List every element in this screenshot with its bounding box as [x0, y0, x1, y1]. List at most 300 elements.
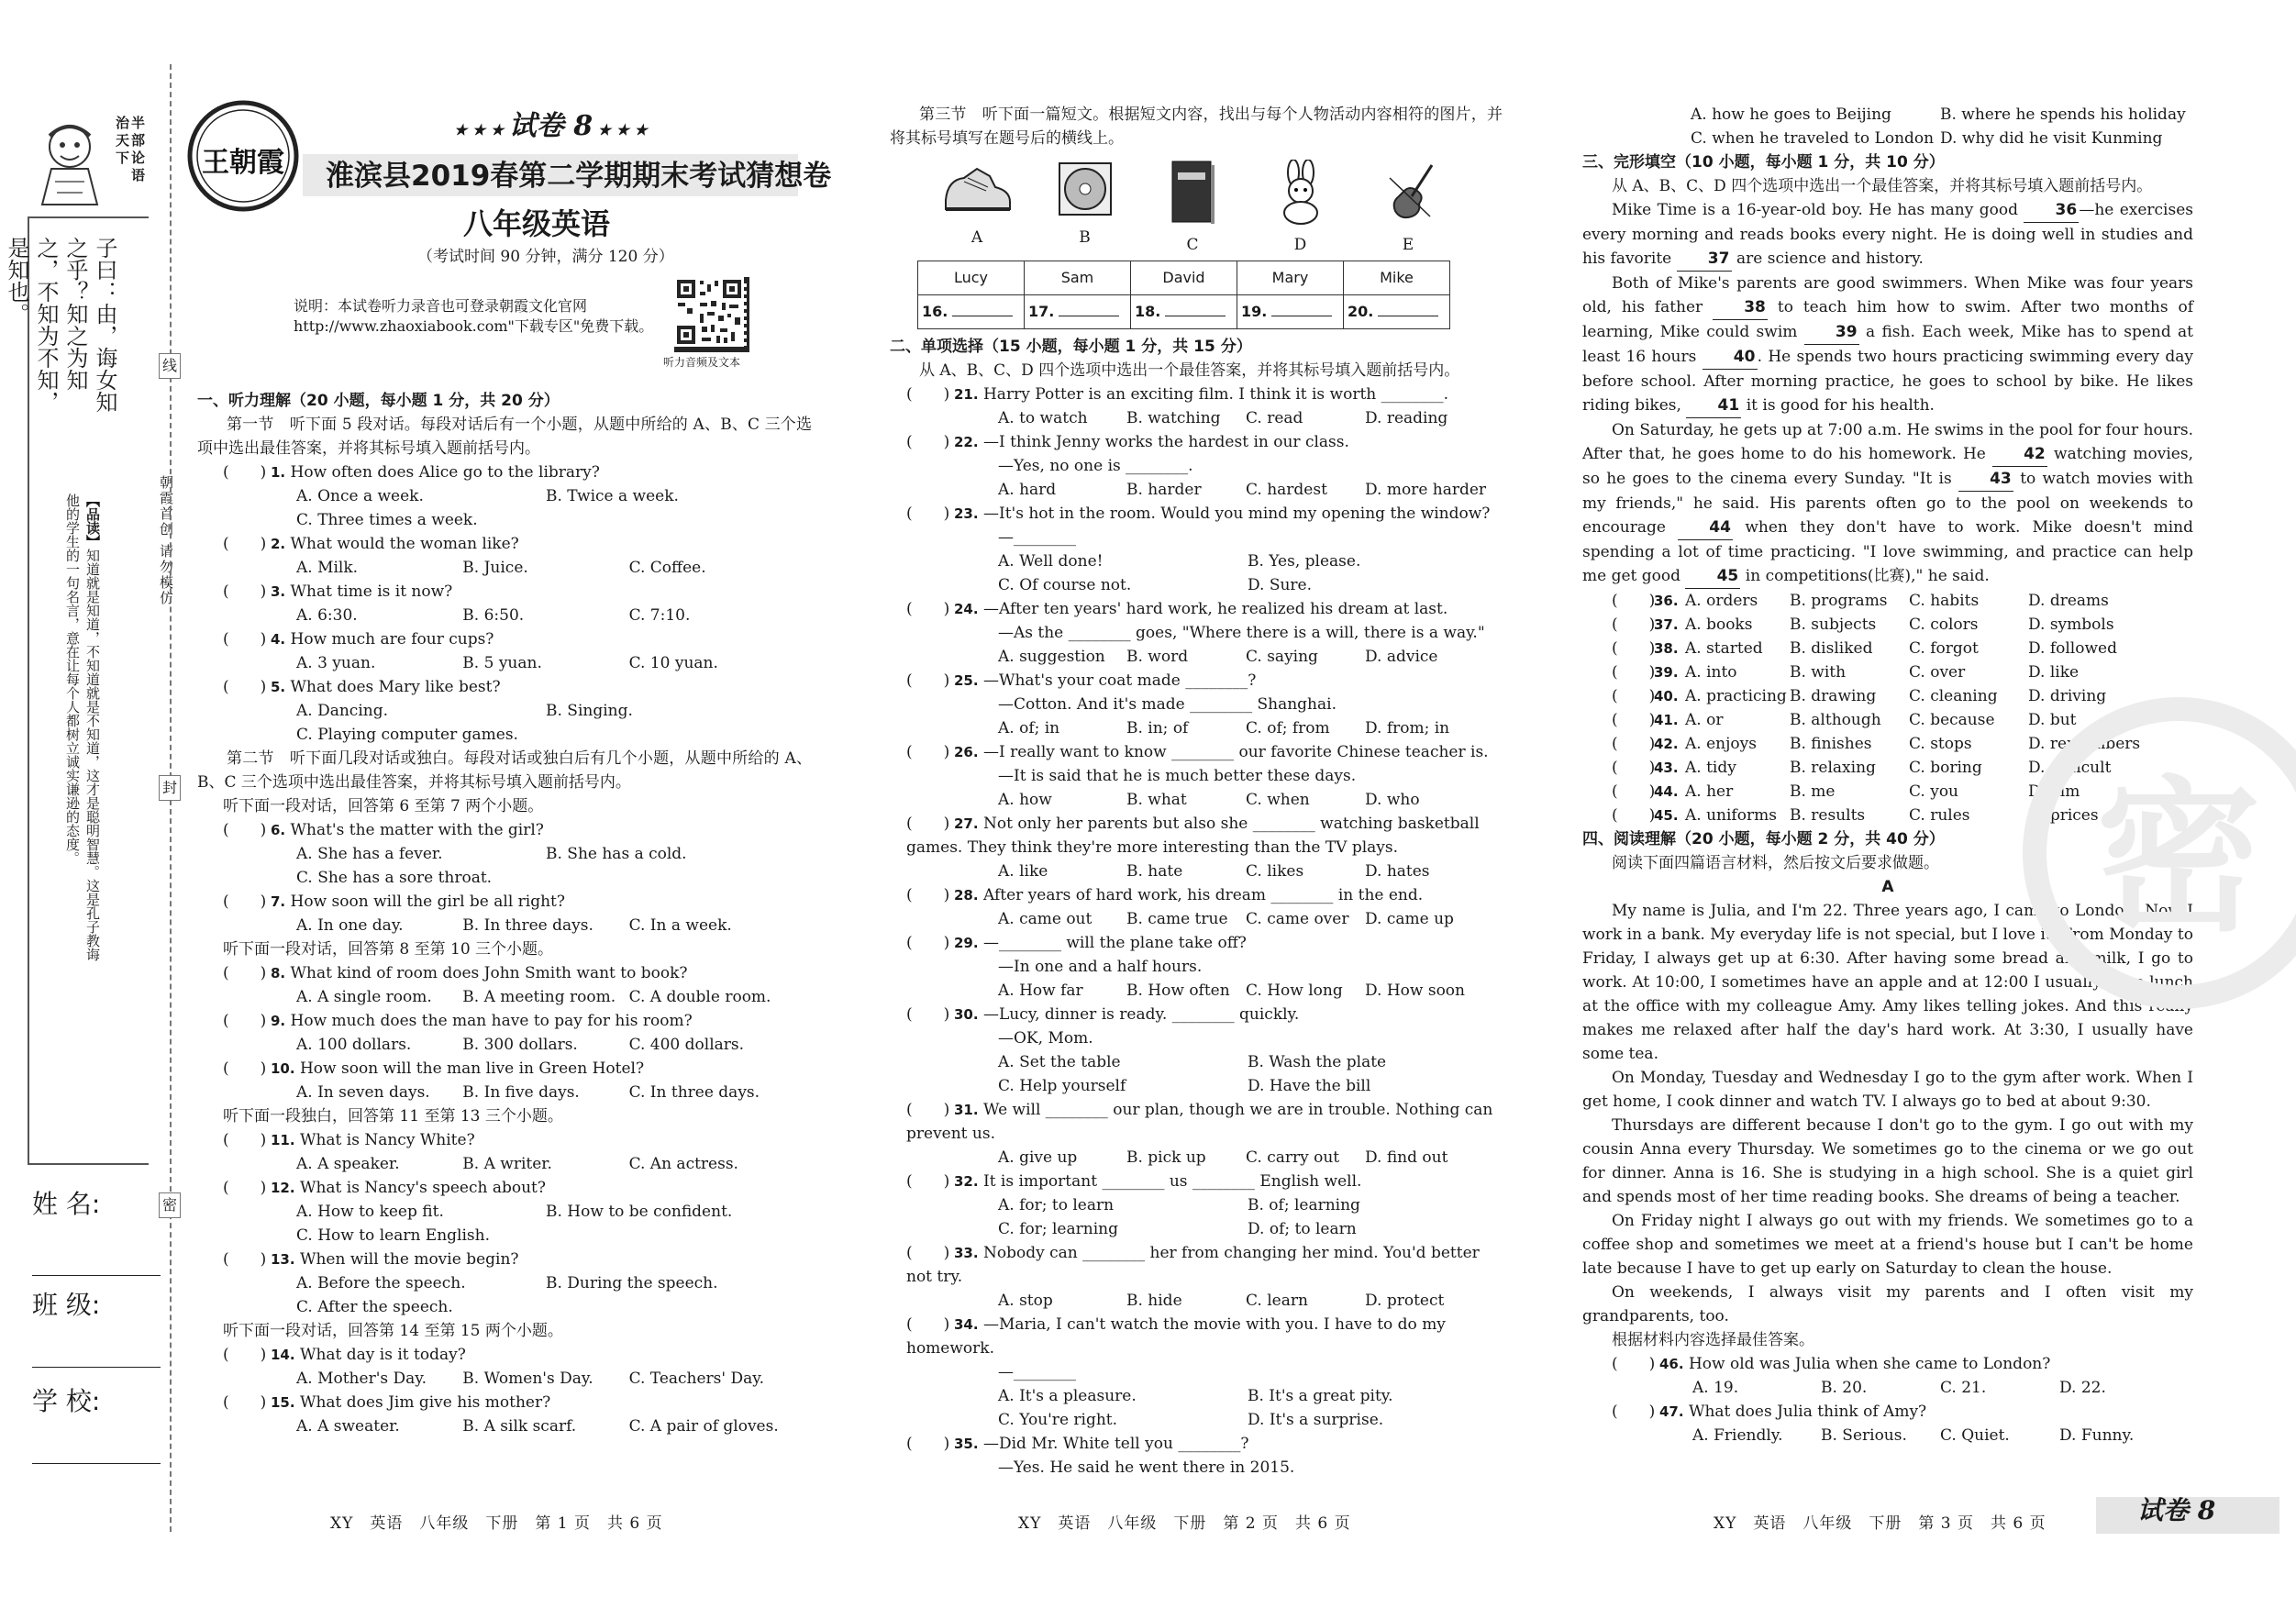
- option[interactable]: C. cleaning: [1909, 687, 1998, 705]
- reading-paragraph: On weekends, I always visit my parents and I often visit my grandparents, too.: [1582, 1283, 2193, 1325]
- question-stem: [197, 961, 812, 985]
- option[interactable]: A. 6:30.: [296, 606, 358, 625]
- answer-bracket[interactable]: ( ): [223, 1250, 267, 1269]
- question-text: —I think Jenny works the hardest in our class.: [978, 433, 1349, 451]
- option[interactable]: A. orders: [1685, 592, 1758, 610]
- question-line: —Cotton. And it's made ________ Shanghai.: [998, 695, 1337, 714]
- option[interactable]: C. colors: [1909, 616, 1979, 634]
- option[interactable]: C. Help yourself: [998, 1077, 1126, 1095]
- answer-bracket[interactable]: ( ): [1612, 663, 1656, 682]
- option[interactable]: D. reading: [1365, 409, 1448, 427]
- answer-bracket[interactable]: ( ): [1612, 1355, 1656, 1373]
- answer-bracket[interactable]: ( ): [906, 671, 950, 690]
- option[interactable]: C. Teachers' Day.: [628, 1370, 764, 1388]
- svg-text:王朝霞: 王朝霞: [202, 147, 284, 179]
- option[interactable]: B. Twice a week.: [546, 487, 679, 505]
- exam-title: 淮滨县2019春第二学期期末考试猜想卷: [326, 160, 832, 193]
- option[interactable]: A. A sweater.: [296, 1417, 400, 1436]
- answer-bracket[interactable]: ( ): [906, 1005, 950, 1024]
- answer-bracket[interactable]: ( ): [1612, 711, 1656, 729]
- option[interactable]: B. subjects: [1790, 616, 1877, 634]
- answer-bracket[interactable]: ( ): [1612, 687, 1656, 705]
- question-stem: [890, 740, 1503, 764]
- answer-bracket[interactable]: ( ): [1612, 806, 1656, 825]
- answer-bracket[interactable]: ( ): [906, 1435, 950, 1453]
- option[interactable]: B. word: [1126, 648, 1189, 666]
- question-number: 11.: [271, 1132, 295, 1148]
- answer-cell[interactable]: 19.: [1237, 295, 1344, 329]
- option[interactable]: A. In one day.: [296, 916, 404, 935]
- option[interactable]: D. who: [1365, 791, 1420, 809]
- cloze-blank[interactable]: 43: [1958, 467, 2013, 492]
- answer-bracket[interactable]: ( ): [1612, 735, 1656, 753]
- answer-bracket[interactable]: ( ): [223, 1012, 267, 1030]
- option[interactable]: B. 5 yuan.: [462, 654, 542, 672]
- option[interactable]: A. Before the speech.: [296, 1274, 466, 1292]
- option[interactable]: A. started: [1685, 639, 1763, 658]
- option[interactable]: B. with: [1790, 663, 1847, 682]
- listening-question: [197, 1128, 812, 1176]
- question-stem: [890, 669, 1503, 693]
- question-text: What day is it today?: [294, 1346, 466, 1364]
- option[interactable]: D. remembers: [2028, 735, 2141, 753]
- option[interactable]: B. During the speech.: [546, 1274, 718, 1292]
- option[interactable]: B. 6:50.: [462, 606, 525, 625]
- question-number: 6.: [271, 822, 286, 838]
- answer-bracket[interactable]: ( ): [906, 1101, 950, 1119]
- option[interactable]: B. hide: [1126, 1292, 1182, 1310]
- option[interactable]: B. programs: [1790, 592, 1888, 610]
- question-text: What does Mary like best?: [285, 678, 501, 696]
- option[interactable]: C. Three times a week.: [296, 511, 478, 529]
- option[interactable]: D. How soon: [1365, 981, 1465, 1000]
- option[interactable]: A. Well done!: [998, 552, 1104, 571]
- option-row: [890, 907, 1503, 931]
- answer-bracket[interactable]: ( ): [1612, 1403, 1656, 1421]
- option[interactable]: C. Of course not.: [998, 576, 1132, 594]
- option[interactable]: D. symbols: [2028, 616, 2114, 634]
- answer-bracket[interactable]: ( ): [1612, 639, 1656, 658]
- listening-heading: 一、听力理解（20 小题，每小题 1 分，共 20 分）: [197, 392, 560, 410]
- footer-page-1: XY 英语 八年级 下册 第 1 页 共 6 页: [330, 1514, 663, 1533]
- answer-cell[interactable]: 17.: [1025, 295, 1131, 329]
- question-number: 5.: [271, 679, 286, 695]
- option[interactable]: B. A writer.: [462, 1155, 552, 1173]
- cloze-blank[interactable]: 45: [1685, 564, 1740, 589]
- option[interactable]: D. driving: [2028, 687, 2107, 705]
- field-school[interactable]: [32, 1386, 161, 1464]
- option[interactable]: C. After the speech.: [296, 1298, 453, 1316]
- option[interactable]: A. like: [998, 862, 1048, 881]
- question-stem: [1582, 1400, 2193, 1424]
- listening-question: [197, 1176, 812, 1248]
- cloze-blank[interactable]: 41: [1686, 394, 1741, 418]
- option[interactable]: A. came out: [998, 910, 1093, 928]
- single-choice-question: [890, 883, 1503, 931]
- option[interactable]: D. followed: [2028, 639, 2117, 658]
- option[interactable]: D. Funny.: [2059, 1426, 2135, 1445]
- table-name: Sam: [1025, 261, 1131, 295]
- answer-bracket[interactable]: ( ): [1612, 759, 1656, 777]
- reading-intro: 阅读下面四篇语言材料，然后按文后要求做题。: [1612, 854, 1939, 872]
- option[interactable]: C. came over: [1246, 910, 1349, 928]
- option[interactable]: D. came up: [1365, 910, 1454, 928]
- sidebar: [4, 108, 174, 1172]
- passage-label: A: [1881, 878, 1894, 896]
- cloze-blank[interactable]: 37: [1677, 247, 1732, 272]
- option[interactable]: B. harder: [1126, 481, 1202, 499]
- option[interactable]: B. 20.: [1821, 1379, 1868, 1397]
- question-stem: [197, 1009, 812, 1033]
- option[interactable]: D. dreams: [2028, 592, 2109, 610]
- option[interactable]: C. for; learning: [998, 1220, 1118, 1238]
- option[interactable]: B. In three days.: [462, 916, 593, 935]
- option[interactable]: B. Juice.: [462, 559, 528, 577]
- answer-bracket[interactable]: ( ): [906, 433, 950, 451]
- option[interactable]: A. give up: [998, 1148, 1078, 1167]
- question-number: 36.: [1654, 593, 1679, 609]
- answer-bracket[interactable]: ( ): [906, 743, 950, 761]
- option[interactable]: D. find out: [1365, 1148, 1448, 1167]
- question-line: —In one and a half hours.: [998, 958, 1203, 976]
- answer-bracket[interactable]: ( ): [223, 1179, 267, 1197]
- watermark: 密: [2023, 697, 2296, 1009]
- option[interactable]: B. where he spends his holiday: [1940, 105, 2186, 124]
- option[interactable]: D. like: [2028, 663, 2080, 682]
- single-choice-question: [890, 1313, 1503, 1432]
- option[interactable]: A. practicing: [1685, 687, 1787, 705]
- answer-bracket[interactable]: ( ): [1612, 782, 1656, 801]
- option[interactable]: C. read: [1246, 409, 1303, 427]
- question-stem: [197, 675, 812, 699]
- field-class[interactable]: [32, 1290, 161, 1368]
- option[interactable]: C. How to learn English.: [296, 1226, 490, 1245]
- option[interactable]: D. difficult: [2028, 759, 2112, 777]
- option[interactable]: D. but: [2028, 711, 2077, 729]
- option[interactable]: A. books: [1685, 616, 1753, 634]
- matching-table: [917, 261, 1450, 329]
- option[interactable]: B. watching: [1126, 409, 1221, 427]
- answer-bracket[interactable]: ( ): [906, 934, 950, 952]
- option[interactable]: C. How long: [1246, 981, 1343, 1000]
- option[interactable]: A. her: [1685, 782, 1734, 801]
- option[interactable]: B. pick up: [1126, 1148, 1206, 1167]
- question-line: —As the ________ goes, "Where there is a will, there is a way.": [998, 624, 1485, 642]
- option[interactable]: B. finishes: [1790, 735, 1872, 753]
- answer-bracket[interactable]: ( ): [906, 1244, 950, 1262]
- option[interactable]: D. why did he visit Kunming: [1940, 129, 2163, 148]
- option[interactable]: B. Serious.: [1821, 1426, 1907, 1445]
- picture-d: [1259, 160, 1342, 257]
- picture-e-label: E: [1402, 236, 1414, 254]
- option[interactable]: A. 19.: [1692, 1379, 1739, 1397]
- option[interactable]: B. 300 dollars.: [462, 1036, 578, 1054]
- question-line: —Yes. He said he went there in 2015.: [998, 1458, 1295, 1477]
- option[interactable]: C. boring: [1909, 759, 1982, 777]
- cloze-paragraph: Mike Time is a 16-year-old boy. He has many good 36 —he exercises every morning and reads books every night. He is doing well in studies and his favorite 37 are science and history.: [1582, 198, 2193, 272]
- option[interactable]: B. A meeting room.: [462, 988, 616, 1006]
- option[interactable]: C. She has a sore throat.: [296, 869, 493, 887]
- option[interactable]: B. drawing: [1790, 687, 1877, 705]
- option[interactable]: A. to watch: [998, 409, 1088, 427]
- cloze-heading: 三、完形填空（10 小题，每小题 1 分，共 10 分）: [1582, 153, 1945, 172]
- option[interactable]: C. Playing computer games.: [296, 726, 518, 744]
- option[interactable]: A. 100 dollars.: [296, 1036, 412, 1054]
- option[interactable]: A. stop: [998, 1292, 1053, 1310]
- option[interactable]: D. advice: [1365, 648, 1438, 666]
- answer-cell[interactable]: 18.: [1131, 295, 1237, 329]
- option[interactable]: A. How far: [998, 981, 1083, 1000]
- option[interactable]: A. for; to learn: [998, 1196, 1115, 1214]
- question-line: —________: [998, 1363, 1076, 1381]
- option[interactable]: C. when: [1246, 791, 1310, 809]
- single-choice-question: [890, 1170, 1503, 1241]
- option[interactable]: A. how: [998, 791, 1052, 809]
- option[interactable]: A. Set the table: [998, 1053, 1121, 1071]
- single-choice-question: [890, 931, 1503, 1003]
- option[interactable]: A. suggestion: [998, 648, 1105, 666]
- table-name: Lucy: [918, 261, 1025, 295]
- cloze-blank[interactable]: 38: [1713, 295, 1768, 320]
- option[interactable]: B. relaxing: [1790, 759, 1876, 777]
- question-line: —OK, Mom.: [998, 1029, 1093, 1048]
- picture-a: [936, 160, 1018, 257]
- option[interactable]: C. you: [1909, 782, 1958, 801]
- option[interactable]: B. A silk scarf.: [462, 1417, 577, 1436]
- option[interactable]: A. Dancing.: [296, 702, 388, 720]
- question-text: After years of hard work, his dream ________ in the end.: [978, 886, 1424, 904]
- question-stem: [197, 1248, 812, 1271]
- answer-bracket[interactable]: ( ): [223, 893, 267, 911]
- answer-bracket[interactable]: ( ): [906, 600, 950, 618]
- option[interactable]: A. It's a pleasure.: [998, 1387, 1137, 1405]
- answer-bracket[interactable]: ( ): [906, 505, 950, 523]
- answer-bracket[interactable]: ( ): [223, 582, 267, 601]
- question-stem: [197, 532, 812, 556]
- question-number: 44.: [1654, 783, 1679, 800]
- option[interactable]: D. of; to learn: [1248, 1220, 1357, 1238]
- answer-bracket[interactable]: ( ): [223, 1393, 267, 1412]
- option[interactable]: B. came true: [1126, 910, 1228, 928]
- answer-cell[interactable]: 20.: [1344, 295, 1450, 329]
- option[interactable]: B. In five days.: [462, 1083, 580, 1102]
- answer-bracket[interactable]: ( ): [1612, 616, 1656, 634]
- question-number: 38.: [1654, 640, 1679, 657]
- option[interactable]: C. 21.: [1940, 1379, 1987, 1397]
- field-name[interactable]: [32, 1189, 161, 1276]
- listening-note: 听下面一段对话，回答第 8 至第 10 三个小题。: [223, 940, 554, 959]
- option[interactable]: B. results: [1790, 806, 1866, 825]
- option[interactable]: A. or: [1685, 711, 1724, 729]
- question-stem: [890, 1098, 1503, 1146]
- option[interactable]: A. Friendly.: [1692, 1426, 1783, 1445]
- answer-bracket[interactable]: ( ): [223, 1346, 267, 1364]
- option[interactable]: B. hate: [1126, 862, 1183, 881]
- option[interactable]: C. A double room.: [628, 988, 771, 1006]
- field-school-label: 学 校:: [32, 1386, 101, 1416]
- option[interactable]: C. A pair of gloves.: [628, 1417, 779, 1436]
- single-choice-question: [890, 1241, 1503, 1313]
- option[interactable]: A. how he goes to Beijing: [1691, 105, 1891, 124]
- option-row: [890, 716, 1503, 740]
- question-number: 13.: [271, 1251, 295, 1268]
- option-row: [890, 478, 1503, 502]
- option[interactable]: B. It's a great pity.: [1248, 1387, 1393, 1405]
- question-number: 1.: [271, 464, 286, 481]
- option[interactable]: D. It's a surprise.: [1248, 1411, 1384, 1429]
- option[interactable]: C. of; from: [1246, 719, 1330, 738]
- option[interactable]: A. enjoys: [1685, 735, 1757, 753]
- option[interactable]: B. How to be confident.: [546, 1203, 733, 1221]
- option-row: [890, 1146, 1503, 1170]
- option[interactable]: B. in; of: [1126, 719, 1189, 738]
- option[interactable]: C. Quiet.: [1940, 1426, 2010, 1445]
- answer-bracket[interactable]: ( ): [223, 1059, 267, 1078]
- answer-bracket[interactable]: ( ): [906, 886, 950, 904]
- cloze-blank[interactable]: 40: [1703, 345, 1758, 370]
- option[interactable]: C. In a week.: [628, 916, 732, 935]
- option[interactable]: D. from; in: [1365, 719, 1450, 738]
- option[interactable]: D. prices: [2028, 806, 2099, 825]
- option[interactable]: C. likes: [1246, 862, 1304, 881]
- option[interactable]: B. of; learning: [1248, 1196, 1360, 1214]
- question-number: 30.: [954, 1006, 979, 1023]
- question-number: 8.: [271, 965, 286, 981]
- question-number: 28.: [954, 887, 979, 904]
- option[interactable]: D. hates: [1365, 862, 1430, 881]
- option[interactable]: D. him: [2028, 782, 2080, 801]
- option[interactable]: A. In seven days.: [296, 1083, 430, 1102]
- option[interactable]: A. A single room.: [296, 988, 432, 1006]
- option[interactable]: C. stops: [1909, 735, 1972, 753]
- option[interactable]: C. An actress.: [628, 1155, 738, 1173]
- option[interactable]: C. Coffee.: [628, 559, 706, 577]
- answer-bracket[interactable]: ( ): [223, 678, 267, 696]
- option[interactable]: B. Women's Day.: [462, 1370, 593, 1388]
- option[interactable]: C. hardest: [1246, 481, 1327, 499]
- option[interactable]: A. Once a week.: [296, 487, 424, 505]
- option[interactable]: B. She has a cold.: [546, 845, 687, 863]
- option[interactable]: C. rules: [1909, 806, 1970, 825]
- answer-bracket[interactable]: ( ): [223, 964, 267, 982]
- question-text: It is important ________ us ________ English well.: [978, 1172, 1362, 1191]
- option[interactable]: C. over: [1909, 663, 1966, 682]
- option[interactable]: C. forgot: [1909, 639, 1979, 658]
- option[interactable]: C. 7:10.: [628, 606, 691, 625]
- question-text: Nobody can ________ her from changing her mind. You'd better not try.: [906, 1244, 1480, 1286]
- option-row: [197, 556, 812, 580]
- listening-question: [197, 580, 812, 627]
- answer-bracket[interactable]: ( ): [906, 1172, 950, 1191]
- single-choice-question: [890, 1432, 1503, 1480]
- cloze-blank[interactable]: 44: [1678, 516, 1733, 540]
- seal-mark: 线: [159, 353, 181, 379]
- question-text: What does Jim give his mother?: [294, 1393, 551, 1412]
- answer-bracket[interactable]: ( ): [906, 385, 950, 404]
- option[interactable]: C. learn: [1246, 1292, 1308, 1310]
- option[interactable]: B. me: [1790, 782, 1836, 801]
- exam-badge: ★ ★ ★ 试卷 8 ★ ★ ★: [454, 110, 648, 142]
- option[interactable]: D. more harder: [1365, 481, 1487, 499]
- question-stem: [1582, 1352, 2193, 1376]
- option[interactable]: A. tidy: [1685, 759, 1736, 777]
- answer-bracket[interactable]: ( ): [1612, 592, 1656, 610]
- cloze-blank[interactable]: 36: [2024, 198, 2079, 223]
- question-text: Not only her parents but also she ________ watching basketball games. They think they're more interesting than the TV plays.: [906, 815, 1480, 857]
- option[interactable]: D. Have the bill: [1248, 1077, 1371, 1095]
- question-line: —Yes, no one is ________.: [998, 457, 1193, 475]
- answer-cell[interactable]: 16.: [918, 295, 1025, 329]
- answer-bracket[interactable]: ( ): [906, 1315, 950, 1334]
- column-2: [890, 103, 1503, 1480]
- option[interactable]: D. Sure.: [1248, 576, 1313, 594]
- option[interactable]: C. when he traveled to London: [1691, 129, 1935, 148]
- option[interactable]: D. protect: [1365, 1292, 1445, 1310]
- answer-bracket[interactable]: ( ): [223, 463, 267, 482]
- option[interactable]: A. of; in: [998, 719, 1060, 738]
- answer-bracket[interactable]: ( ): [223, 821, 267, 839]
- option[interactable]: A. How to keep fit.: [296, 1203, 444, 1221]
- qr-code[interactable]: [674, 277, 749, 352]
- cloze-option-row: [1582, 637, 2193, 660]
- question-text: We will ________ our plan, though we are in trouble. Nothing can prevent us.: [906, 1101, 1493, 1143]
- option[interactable]: C. habits: [1909, 592, 1980, 610]
- option[interactable]: C. carry out: [1246, 1148, 1340, 1167]
- question-text: —________ will the plane take off?: [978, 934, 1247, 952]
- option[interactable]: B. How often: [1126, 981, 1230, 1000]
- question-text: How much does the man have to pay for his room?: [285, 1012, 693, 1030]
- option[interactable]: C. In three days.: [628, 1083, 760, 1102]
- question-number: 21.: [954, 386, 979, 403]
- option[interactable]: B. Singing.: [546, 702, 633, 720]
- option[interactable]: B. disliked: [1790, 639, 1873, 658]
- cloze-blank[interactable]: 39: [1804, 320, 1859, 345]
- single-choice-question: [890, 597, 1503, 669]
- cloze-blank[interactable]: 42: [1992, 442, 2047, 467]
- option[interactable]: A. A speaker.: [296, 1155, 400, 1173]
- option[interactable]: A. Mother's Day.: [296, 1370, 427, 1388]
- answer-bracket[interactable]: ( ): [223, 1131, 267, 1149]
- option[interactable]: B. Wash the plate: [1248, 1053, 1387, 1071]
- option[interactable]: C. because: [1909, 711, 1995, 729]
- option[interactable]: A. into: [1685, 663, 1737, 682]
- option-row: [197, 1152, 812, 1176]
- answer-bracket[interactable]: ( ): [223, 535, 267, 553]
- answer-bracket[interactable]: ( ): [906, 815, 950, 833]
- option[interactable]: A. hard: [998, 481, 1057, 499]
- question-number: 9.: [271, 1013, 286, 1029]
- option[interactable]: B. Yes, please.: [1248, 552, 1361, 571]
- option[interactable]: A. She has a fever.: [296, 845, 443, 863]
- question-text: —It's hot in the room. Would you mind my opening the window?: [978, 505, 1491, 523]
- option[interactable]: B. what: [1126, 791, 1187, 809]
- option[interactable]: C. 10 yuan.: [628, 654, 718, 672]
- option[interactable]: C. saying: [1246, 648, 1318, 666]
- option[interactable]: C. 400 dollars.: [628, 1036, 745, 1054]
- option[interactable]: A. Milk.: [296, 559, 359, 577]
- option[interactable]: A. uniforms: [1685, 806, 1777, 825]
- option[interactable]: C. You're right.: [998, 1411, 1118, 1429]
- option[interactable]: A. 3 yuan.: [296, 654, 376, 672]
- picture-b-label: B: [1079, 228, 1091, 247]
- option[interactable]: B. although: [1790, 711, 1881, 729]
- answer-bracket[interactable]: ( ): [223, 630, 267, 649]
- question-stem: [197, 627, 812, 651]
- question-stem: [890, 430, 1503, 454]
- option[interactable]: D. 22.: [2059, 1379, 2106, 1397]
- sidebar-mascot: [33, 117, 106, 209]
- cloze-option-row: [1582, 613, 2193, 637]
